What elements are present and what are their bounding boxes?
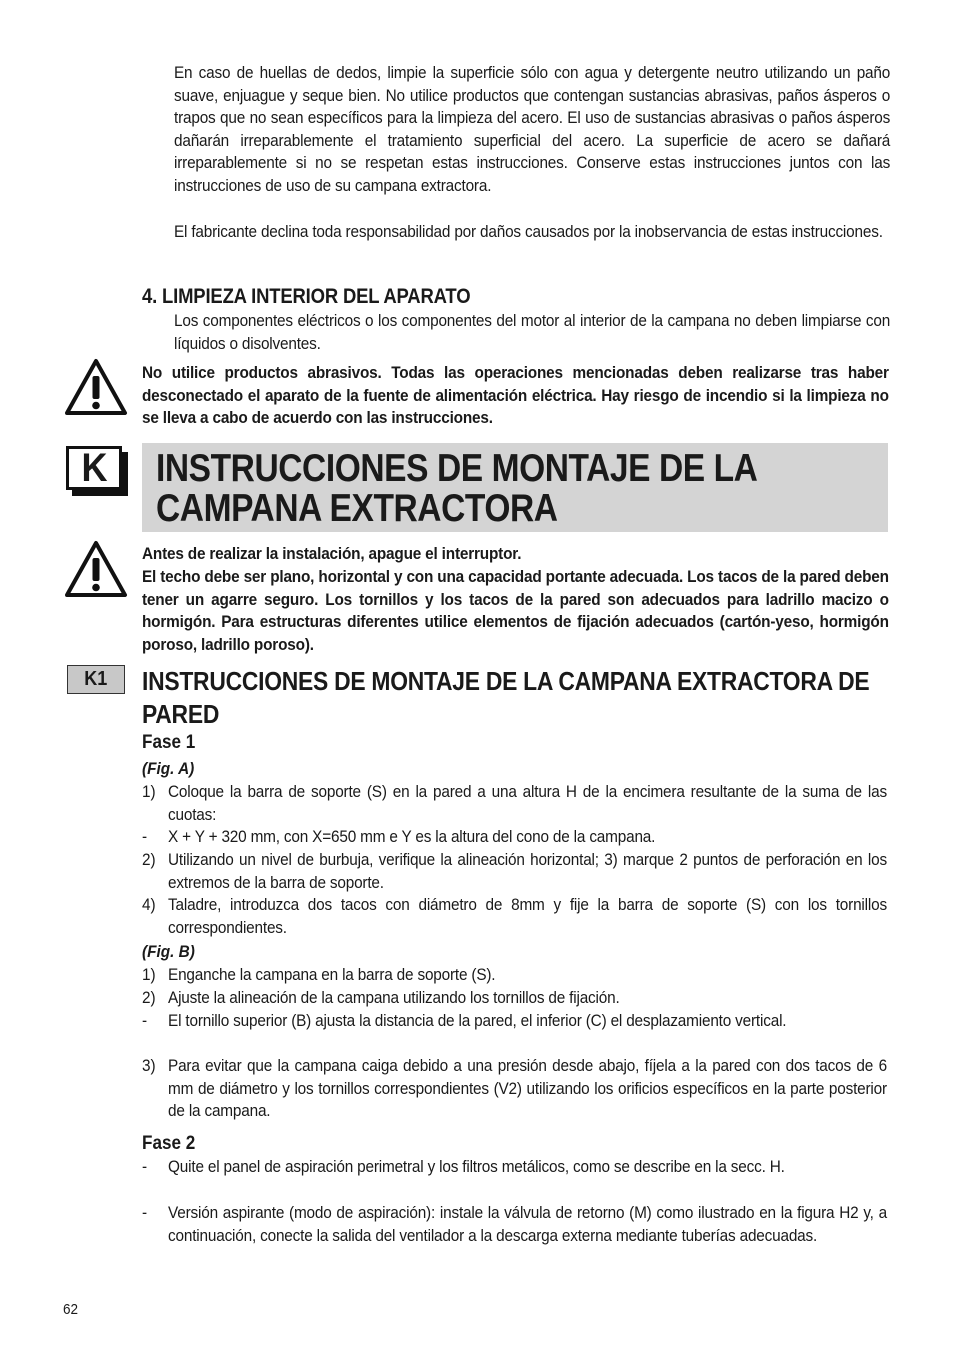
list-text: Ajuste la alineación de la campana utilizando los tornillos de fijación. [168,989,620,1007]
k1-badge-label: K1 [84,668,108,690]
fase-2-title: Fase 2 [142,1133,196,1154]
list-marker: 4) [142,896,156,914]
list-marker: 1) [142,783,156,801]
list-item [142,849,887,894]
chapter-k-title [156,449,757,529]
list-item [142,1010,887,1033]
chapter-k-title-line-2: CAMPANA EXTRACTORA [156,487,558,530]
page-number: 62 [63,1301,79,1318]
k1-badge [67,665,125,694]
list-marker: 1) [142,966,156,984]
list-item [142,1156,887,1179]
list-item [142,987,887,1010]
list-item [142,781,887,826]
list-marker: - [142,1012,148,1030]
section-4-warning: No utilice productos abrasivos. Todas las operaciones mencionadas deben realizarse tras haber desconectado el aparato de la fuente de alimentación eléctrica. Hay riesgo de incendio si la limpieza no se lleva a cabo de acuerdo con las instrucciones. [142,364,889,428]
list-text: El tornillo superior (B) ajusta la distancia de la pared, el inferior (C) el desplazamiento vertical. [168,1012,787,1030]
fig-b-label: (Fig. B) [142,943,195,961]
list-marker: 3) [142,1057,156,1075]
list-item [142,1055,887,1123]
list-text: Enganche la campana en la barra de soporte (S). [168,966,496,984]
fase-1-title: Fase 1 [142,732,196,753]
chapter-k-letter: K [80,446,107,490]
list-text: Para evitar que la campana caiga debido a una presión desde abajo, fíjela a la pared con dos tacos de 6 mm de diámetro y los tornillos correspondientes (V2) utilizando los orificios específicos en la parte posterior de la campana. [168,1057,887,1121]
intro-paragraph-1: En caso de huellas de dedos, limpie la superficie sólo con agua y detergente neutro utilizando un paño suave, enjuague y seque bien. No utilice productos que contengan sustancias abrasivas, paños ásperos o trapos que no sean específicos para la limpieza del acero. El uso de sustancias abrasivas o paños ásperos dañarán irreparablemente el tratamiento superficial del acero. La superficie de acero se dañará irreparablemente si no se respetan estas instrucciones. Conserve estas instrucciones juntos con las instrucciones de uso de su campana extractora. [174,64,891,195]
chapter-k-warning-line-2: El techo debe ser plano, horizontal y con una capacidad portante adecuada. Los tacos de la pared deben tener un agarre seguro. Los tornillos y los tacos de la pared son adecuados para ladrillo macizo o hormigón. Para estructuras diferentes utilice elementos de fijación adecuados (cartón-yeso, hormigón poroso, ladrillo poroso). [142,568,889,654]
list-marker: - [142,828,148,846]
list-text: Versión aspirante (modo de aspiración): instale la válvula de retorno (M) como ilustrado en la figura H2 y, a continuación, conecte la salida del ventilador a la descarga externa mediante tuberías adecuadas. [168,1204,887,1245]
list-text: X + Y + 320 mm, con X=650 mm e Y es la altura del cono de la campana. [168,828,656,846]
k1-title: INSTRUCCIONES DE MONTAJE DE LA CAMPANA EXTRACTORA DE PARED [142,666,870,729]
chapter-k-badge [66,446,122,490]
list-text: Utilizando un nivel de burbuja, verifique la alineación horizontal; 3) marque 2 puntos de perforación en los extremos de la barra de soporte. [168,851,887,892]
list-marker: - [142,1204,148,1222]
warning-icon [64,540,128,598]
list-text: Coloque la barra de soporte (S) en la pared a una altura H de la encimera resultante de la suma de las cuotas: [168,783,887,824]
section-4-text: Los componentes eléctricos o los componentes del motor al interior de la campana no deben limpiarse con líquidos o disolventes. [174,312,891,353]
chapter-k-title-line-1: INSTRUCCIONES DE MONTAJE DE LA [156,447,758,490]
list-marker: 2) [142,851,156,869]
list-marker: - [142,1158,148,1176]
list-item [142,1202,887,1247]
warning-icon [64,358,128,416]
section-4-title: 4. LIMPIEZA INTERIOR DEL APARATO [142,285,471,308]
chapter-k-warning-line-1: Antes de realizar la instalación, apague el interruptor. [142,545,522,563]
list-item [142,964,887,987]
list-marker: 2) [142,989,156,1007]
list-text: Quite el panel de aspiración perimetral y los filtros metálicos, como se describe en la secc. H. [168,1158,785,1176]
intro-paragraph-2: El fabricante declina toda responsabilidad por daños causados por la inobservancia de estas instrucciones. [174,223,883,241]
list-item [142,826,887,849]
list-text: Taladre, introduzca dos tacos con diámetro de 8mm y fije la barra de soporte (S) con los tornillos correspondientes. [168,896,887,937]
list-item [142,894,887,939]
fig-a-label: (Fig. A) [142,760,195,778]
